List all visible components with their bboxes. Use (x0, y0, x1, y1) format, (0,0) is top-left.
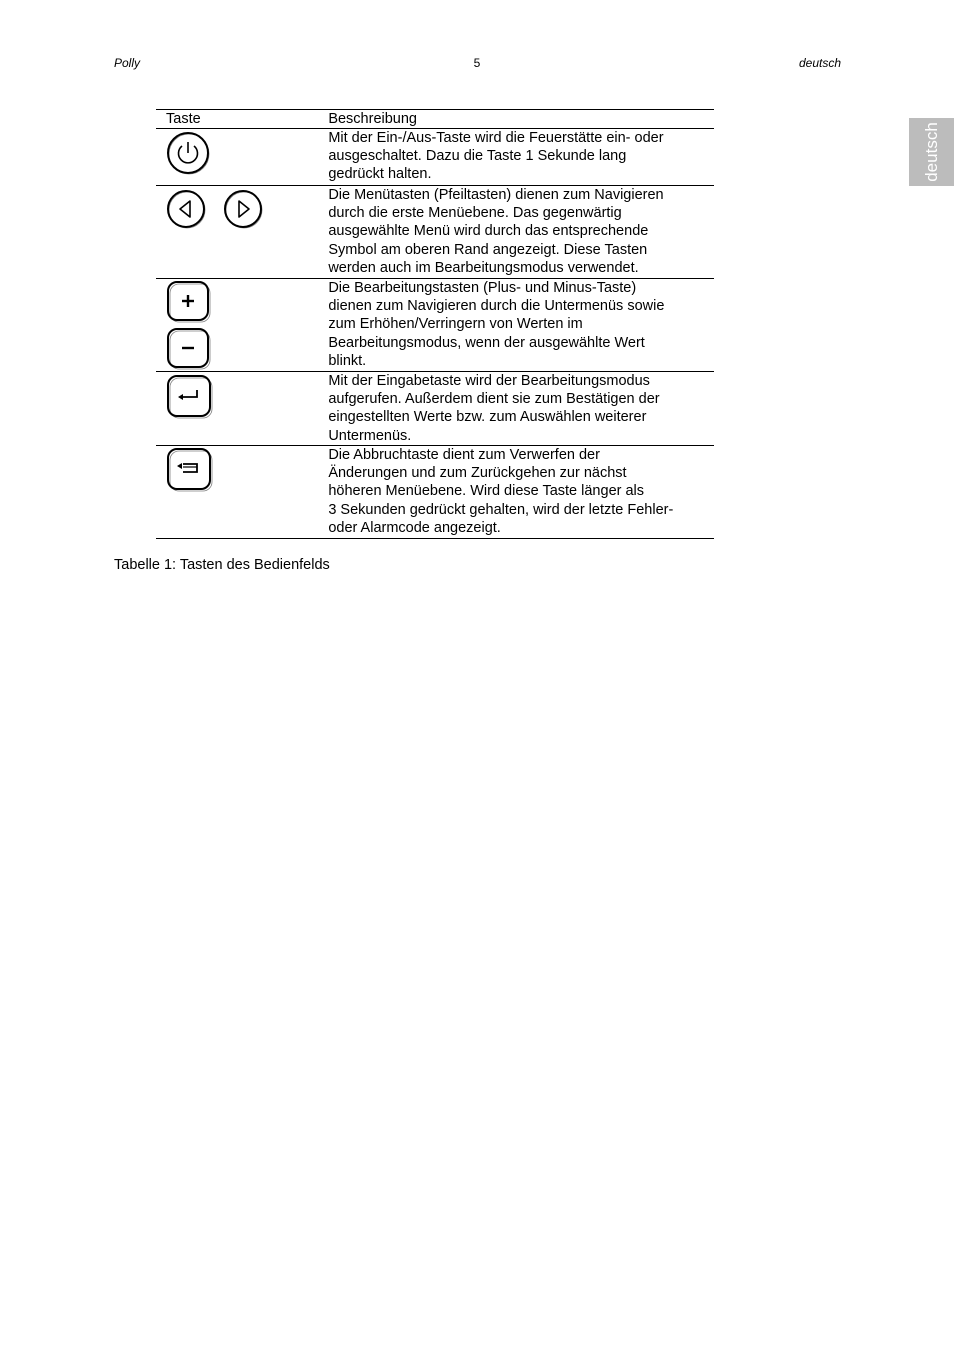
control-keys-table (156, 109, 714, 539)
description-cell (328, 446, 714, 539)
key-cell (156, 279, 328, 372)
description-cell (328, 129, 714, 186)
description-line: höheren Menüebene. Wird diese Taste länger als (328, 483, 645, 500)
description-line: aufgerufen. Außerdem dient sie zum Bestätigen der (328, 391, 660, 408)
language-side-tab-label: deutsch (921, 122, 941, 182)
description-cell (328, 279, 714, 372)
key-cell (156, 129, 328, 186)
escape-back-icon (166, 447, 214, 493)
plus-icon (166, 280, 212, 324)
description-line: gedrückt halten. (328, 166, 432, 183)
description-line: 3 Sekunden gedrückt gehalten, wird der letzte Fehler- (328, 501, 674, 518)
description-line: Symbol am oberen Rand angezeigt. Diese Tasten (328, 241, 648, 258)
description-line: zum Erhöhen/Verringern von Werten im (328, 316, 583, 333)
description-line: Die Bearbeitungstasten (Plus- und Minus-Taste) (328, 280, 637, 296)
header-language: deutsch (798, 56, 841, 70)
table-caption: Tabelle 1: Tasten des Bedienfelds (114, 557, 330, 573)
table-header-row (156, 110, 714, 129)
column-header-description: Beschreibung (328, 111, 417, 127)
description-line: Untermenüs. (328, 427, 412, 444)
description-line: Die Menütasten (Pfeiltasten) dienen zum Navigieren (328, 187, 664, 203)
description-line: ausgeschaltet. Dazu die Taste 1 Sekunde lang (328, 148, 627, 165)
key-cell (156, 446, 328, 539)
description-line: oder Alarmcode angezeigt. (328, 519, 501, 536)
arrow-left-icon (166, 189, 206, 229)
minus-icon (166, 327, 212, 371)
description-line: ausgewählte Menü wird durch das entsprechende (328, 223, 649, 240)
description-line: blinkt. (328, 352, 367, 369)
description-line: Die Abbruchtaste dient zum Verwerfen der (328, 447, 600, 463)
description-line: durch die erste Menüebene. Das gegenwärtig (328, 205, 622, 222)
description-line: dienen zum Navigieren durch die Untermenüs sowie (328, 298, 665, 315)
table-row-escape (156, 446, 714, 539)
description-line: eingestellten Werte bzw. zum Auswählen weiterer (328, 409, 647, 426)
header-page-number: 5 (473, 56, 481, 70)
column-header-key: Taste (166, 111, 201, 127)
description-line: werden auch im Bearbeitungsmodus verwendet. (328, 259, 639, 276)
description-cell (328, 186, 714, 279)
header-document-title: Polly (114, 56, 141, 70)
description-cell (328, 372, 714, 446)
table-row-power (156, 129, 714, 186)
arrow-right-icon (223, 189, 263, 229)
power-icon (166, 131, 210, 175)
table-row-menu-arrows (156, 186, 714, 279)
description-line: Mit der Eingabetaste wird der Bearbeitungsmodus (328, 373, 650, 389)
description-line: Mit der Ein-/Aus-Taste wird die Feuerstätte ein- oder (328, 130, 664, 146)
table-row-enter (156, 372, 714, 446)
description-line: Änderungen und zum Zurückgehen zur nächst (328, 465, 627, 482)
enter-icon (166, 374, 214, 420)
table-row-edit-keys (156, 279, 714, 372)
language-side-tab (909, 118, 954, 186)
key-cell (156, 186, 328, 279)
key-cell (156, 372, 328, 446)
description-line: Bearbeitungsmodus, wenn der ausgewählte Wert (328, 334, 645, 351)
